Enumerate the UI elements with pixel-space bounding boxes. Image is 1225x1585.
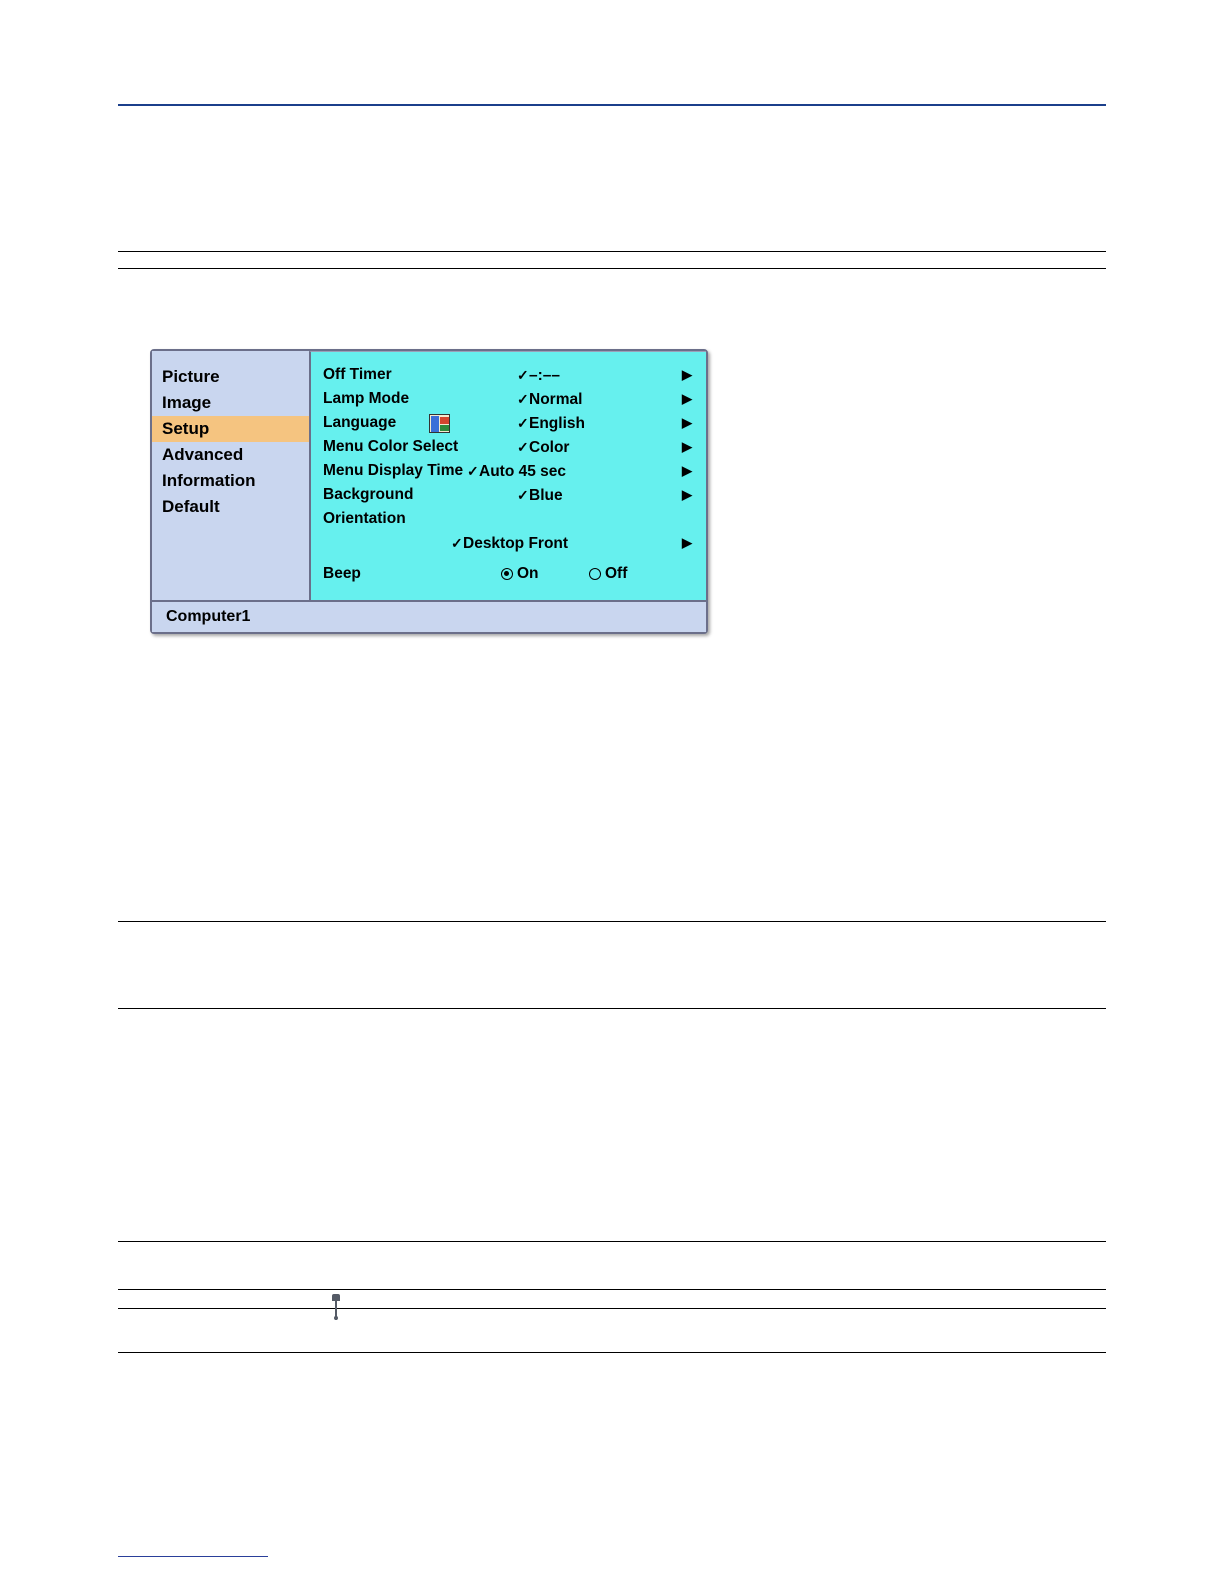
sidebar-item-picture[interactable]: [152, 364, 309, 390]
sidebar-item-advanced[interactable]: [152, 442, 309, 468]
setting-value: [517, 387, 582, 412]
check-icon: ✓: [517, 415, 529, 431]
setting-label: Lamp Mode: [323, 390, 410, 407]
setting-row-beep[interactable]: [311, 561, 706, 587]
setting-value: [517, 411, 585, 436]
chevron-right-icon[interactable]: ▶: [682, 367, 692, 382]
setting-label: Menu Display Time: [323, 462, 464, 479]
footer-underline: [118, 1556, 268, 1557]
setting-row-orientation-value[interactable]: [311, 531, 706, 555]
setting-value: [517, 435, 569, 460]
chevron-right-icon[interactable]: ▶: [682, 463, 692, 478]
lamp-icon-cap: [332, 1294, 340, 1301]
osd-settings-panel: [309, 351, 706, 600]
language-icon-part: [440, 425, 449, 431]
osd-body: [152, 351, 706, 600]
source-label: Computer1: [166, 608, 251, 625]
sidebar-item-image[interactable]: [152, 390, 309, 416]
beep-option-on[interactable]: [501, 561, 539, 587]
section-rule-8: [118, 1352, 1106, 1353]
setting-row-orientation[interactable]: [311, 507, 706, 531]
setting-value-text: English: [529, 415, 585, 432]
setting-value: [517, 363, 560, 388]
check-icon: ✓: [517, 439, 529, 455]
osd-sidebar: [152, 351, 309, 600]
chevron-right-icon[interactable]: ▶: [682, 415, 692, 430]
osd-menu-window: [150, 349, 708, 634]
setting-label: Off Timer: [323, 366, 392, 383]
setting-label: Menu Color Select: [323, 438, 459, 455]
check-icon: ✓: [467, 463, 479, 479]
setting-value-text: Color: [529, 439, 570, 456]
sidebar-item-label: Information: [162, 471, 256, 490]
section-rule-3: [118, 921, 1106, 922]
check-icon: ✓: [517, 487, 529, 503]
beep-off-label: Off: [605, 565, 628, 582]
setting-row-background[interactable]: [311, 483, 706, 507]
setting-row-language[interactable]: [311, 411, 706, 435]
section-rule-1: [118, 251, 1106, 252]
sidebar-item-label: Image: [162, 393, 212, 412]
setting-row-menu-display-time[interactable]: [311, 459, 706, 483]
chevron-right-icon[interactable]: ▶: [682, 487, 692, 502]
lamp-icon-tip: [334, 1316, 338, 1320]
check-icon: ✓: [517, 367, 529, 383]
sidebar-item-label: Picture: [162, 367, 220, 386]
chevron-right-icon[interactable]: ▶: [682, 439, 692, 454]
section-rule-7: [118, 1308, 1106, 1309]
sidebar-item-information[interactable]: [152, 468, 309, 494]
beep-on-label: On: [517, 565, 539, 582]
check-icon: ✓: [517, 391, 529, 407]
section-rule-6: [118, 1289, 1106, 1290]
check-icon: ✓: [451, 535, 463, 551]
language-icon-part: [440, 417, 449, 424]
setting-label: Language: [323, 414, 397, 431]
setting-value: [451, 531, 568, 556]
setting-row-off-timer[interactable]: [311, 363, 706, 387]
setting-label: Background: [323, 486, 414, 503]
chevron-right-icon[interactable]: ▶: [682, 391, 692, 406]
section-rule-5: [118, 1241, 1106, 1242]
setting-value: [467, 459, 566, 484]
setting-value-text: Blue: [529, 487, 563, 504]
sidebar-item-setup[interactable]: [152, 416, 309, 442]
chevron-right-icon[interactable]: ▶: [682, 535, 692, 550]
setting-row-lamp-mode[interactable]: [311, 387, 706, 411]
setting-label: Orientation: [323, 510, 406, 527]
setting-value-text: Desktop Front: [463, 535, 569, 552]
lamp-icon: [331, 1294, 341, 1320]
setting-value: [517, 483, 563, 508]
setting-value-text: Normal: [529, 391, 583, 408]
section-rule-2: [118, 268, 1106, 269]
osd-source-bar: [152, 600, 706, 632]
setting-row-menu-color-select[interactable]: [311, 435, 706, 459]
header-rule-blue: [118, 104, 1106, 106]
radio-off-icon[interactable]: [589, 568, 601, 580]
sidebar-item-default[interactable]: [152, 494, 309, 520]
setting-value-text: –:––: [529, 367, 561, 384]
setting-label: Beep: [323, 565, 361, 582]
sidebar-item-label: Default: [162, 497, 220, 516]
language-icon-part: [431, 416, 439, 432]
language-globe-icon: [429, 414, 450, 433]
setting-value-text: Auto 45 sec: [479, 463, 567, 480]
sidebar-item-label: Setup: [162, 419, 210, 438]
sidebar-item-label: Advanced: [162, 445, 244, 464]
beep-option-off[interactable]: [589, 561, 627, 587]
section-rule-4: [118, 1008, 1106, 1009]
radio-on-icon[interactable]: [501, 568, 513, 580]
